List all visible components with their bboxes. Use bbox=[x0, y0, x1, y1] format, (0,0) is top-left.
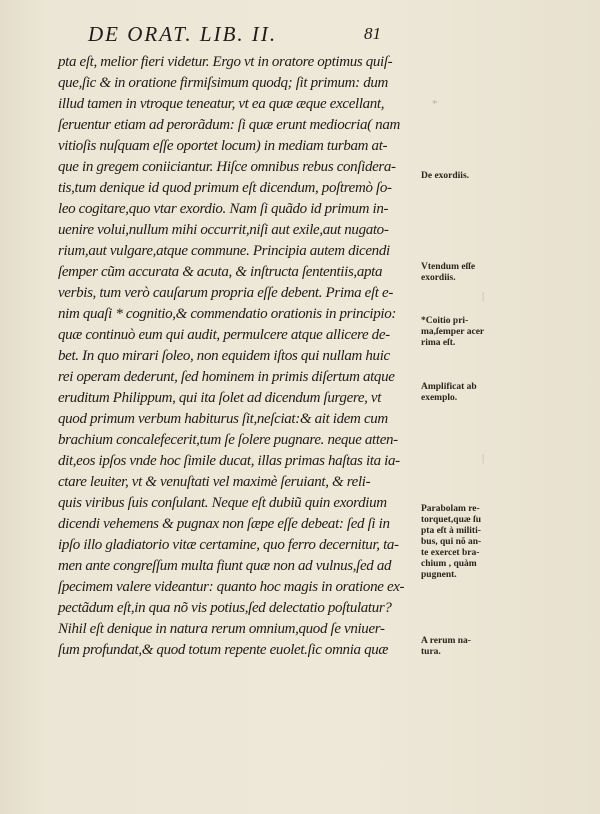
text-line: ſpecimem valere videantur: quanto hoc magis in oratione ex- bbox=[58, 579, 405, 595]
body-text bbox=[58, 52, 418, 661]
marginal-note-line: A rerum na- bbox=[421, 636, 471, 646]
text-line: quis viribus ſuis conſulant. Neque eſt dubiũ quin exordium bbox=[58, 495, 387, 511]
marginal-note-line: chium , quàm bbox=[421, 559, 477, 569]
text-line: ipſo illo gladiatorio vitæ certamine, quo ferro decernitur, ta- bbox=[58, 537, 399, 553]
text-line: que,ſic & in oratione firmiſsimum quodq; ſit primum: dum bbox=[58, 75, 388, 91]
marginal-note-line: Amplificat ab bbox=[421, 382, 477, 392]
marginal-note-line: De exordiis. bbox=[421, 171, 470, 181]
text-line: tis,tum denique id quod primum eſt dicendum, poſtremò ſo- bbox=[58, 180, 392, 196]
text-line: illud tamen in vtroque teneatur, vt ea quæ æque excellant, bbox=[58, 96, 385, 112]
text-line: rium,aut vulgare,atque commune. Principia autem dicendi bbox=[58, 243, 390, 259]
text-line: nim quaſi * cognitio,& commendatio orationis in principio: bbox=[58, 306, 397, 322]
text-line: Nihil eſt denique in natura rerum omnium,quod ſe vniuer- bbox=[58, 621, 385, 637]
text-line: quæ continuò eum qui audit, permulcere atque allicere de- bbox=[58, 327, 390, 343]
text-line: ſemper cũm accurata & acuta, & inſtructa ſententiis,apta bbox=[58, 264, 383, 280]
text-line: pectãdum eſt,in qua nõ vis potius,ſed delectatio poſtulatur? bbox=[58, 600, 392, 616]
marginal-note-line: Parabolam re- bbox=[421, 504, 480, 514]
text-line: que in gregem coniiciantur. Hiſce omnibus rebus conſidera- bbox=[58, 159, 396, 175]
text-line: men ante congreſſum multa fiunt quæ non ad vulnus,ſed ad bbox=[58, 558, 392, 574]
text-line: dit,eos ipſos vnde hoc ſimile ducat, illas primas haſtas ita ia- bbox=[58, 453, 400, 469]
text-line: ſum profundat,& quod totum repente euolet.ſic omnia quæ bbox=[58, 642, 389, 658]
marginal-note-rerum-natura bbox=[421, 636, 493, 658]
text-line: bet. In quo mirari ſoleo, non equidem iſtos qui nullam huic bbox=[58, 348, 390, 364]
text-line: verbis, tum verò cauſarum propria eſſe debent. Prima eſt e- bbox=[58, 285, 393, 301]
marginal-note-line: pugnent. bbox=[421, 570, 457, 580]
text-line: rei operam dederunt, ſed hominem in primis diſertum atque bbox=[58, 369, 395, 385]
marginal-note-amplificat bbox=[421, 382, 493, 404]
running-head: DE ORAT. LIB. II. bbox=[88, 22, 278, 46]
text-line: leo cogitare,quo vtar exordio. Nam ſi quãdo id primum in- bbox=[58, 201, 389, 217]
marginal-note-coitio bbox=[421, 316, 493, 349]
text-line: uenire volui,nullum mihi occurrit,niſi aut exile,aut nugato- bbox=[58, 222, 389, 238]
marginal-note-line: torquet,quæ ſu bbox=[421, 515, 482, 525]
ink-speck: | bbox=[482, 452, 485, 464]
text-line: brachium concalefecerit,tum ſe ſolere pugnare. neque atten- bbox=[58, 432, 398, 448]
page-number: 81 bbox=[364, 24, 381, 43]
marginal-note-vtendum bbox=[421, 262, 493, 284]
ink-speck: | bbox=[482, 290, 485, 302]
marginal-note-line: exemplo. bbox=[421, 393, 458, 403]
marginal-note-line: rima eſt. bbox=[421, 338, 456, 348]
text-line: eruditum Philippum, qui ita ſolet ad dicendum ſurgere, vt bbox=[58, 390, 382, 406]
marginal-note-line: Vtendum eſſe bbox=[421, 262, 476, 272]
marginal-note-line: te exercet bra- bbox=[421, 548, 480, 558]
marginal-note-line: exordiis. bbox=[421, 273, 456, 283]
ink-speck: * bbox=[432, 98, 438, 110]
marginal-note-line: bus, qui nõ an- bbox=[421, 537, 482, 547]
marginal-note-de-exordiis bbox=[421, 171, 493, 182]
marginal-note-line: ma,ſemper acer bbox=[421, 327, 485, 337]
marginal-note-line: pta eſt à militi- bbox=[421, 526, 481, 536]
text-line: vitioſis nuſquam eſſe oportet locum) in mediam turbam at- bbox=[58, 138, 388, 154]
marginal-note-parabolam bbox=[421, 504, 493, 581]
marginal-note-line: tura. bbox=[421, 647, 441, 657]
text-line: dicendi vehemens & pugnax non ſæpe eſſe debeat: ſed ſi in bbox=[58, 516, 390, 532]
text-line: quod primum verbum habiturus ſit,neſciat:& ait idem cum bbox=[58, 411, 388, 427]
text-line: pta eſt, melior fieri videtur. Ergo vt in oratore optimus quiſ- bbox=[58, 54, 393, 70]
text-line: ſeruentur etiam ad perorãdum: ſi quæ erunt mediocria( nam bbox=[58, 117, 400, 133]
text-line: ctare leuiter, vt & venuſtati vel maximè ſeruiant, & reli- bbox=[58, 474, 371, 490]
marginal-note-line: *Coitio pri- bbox=[421, 316, 469, 326]
